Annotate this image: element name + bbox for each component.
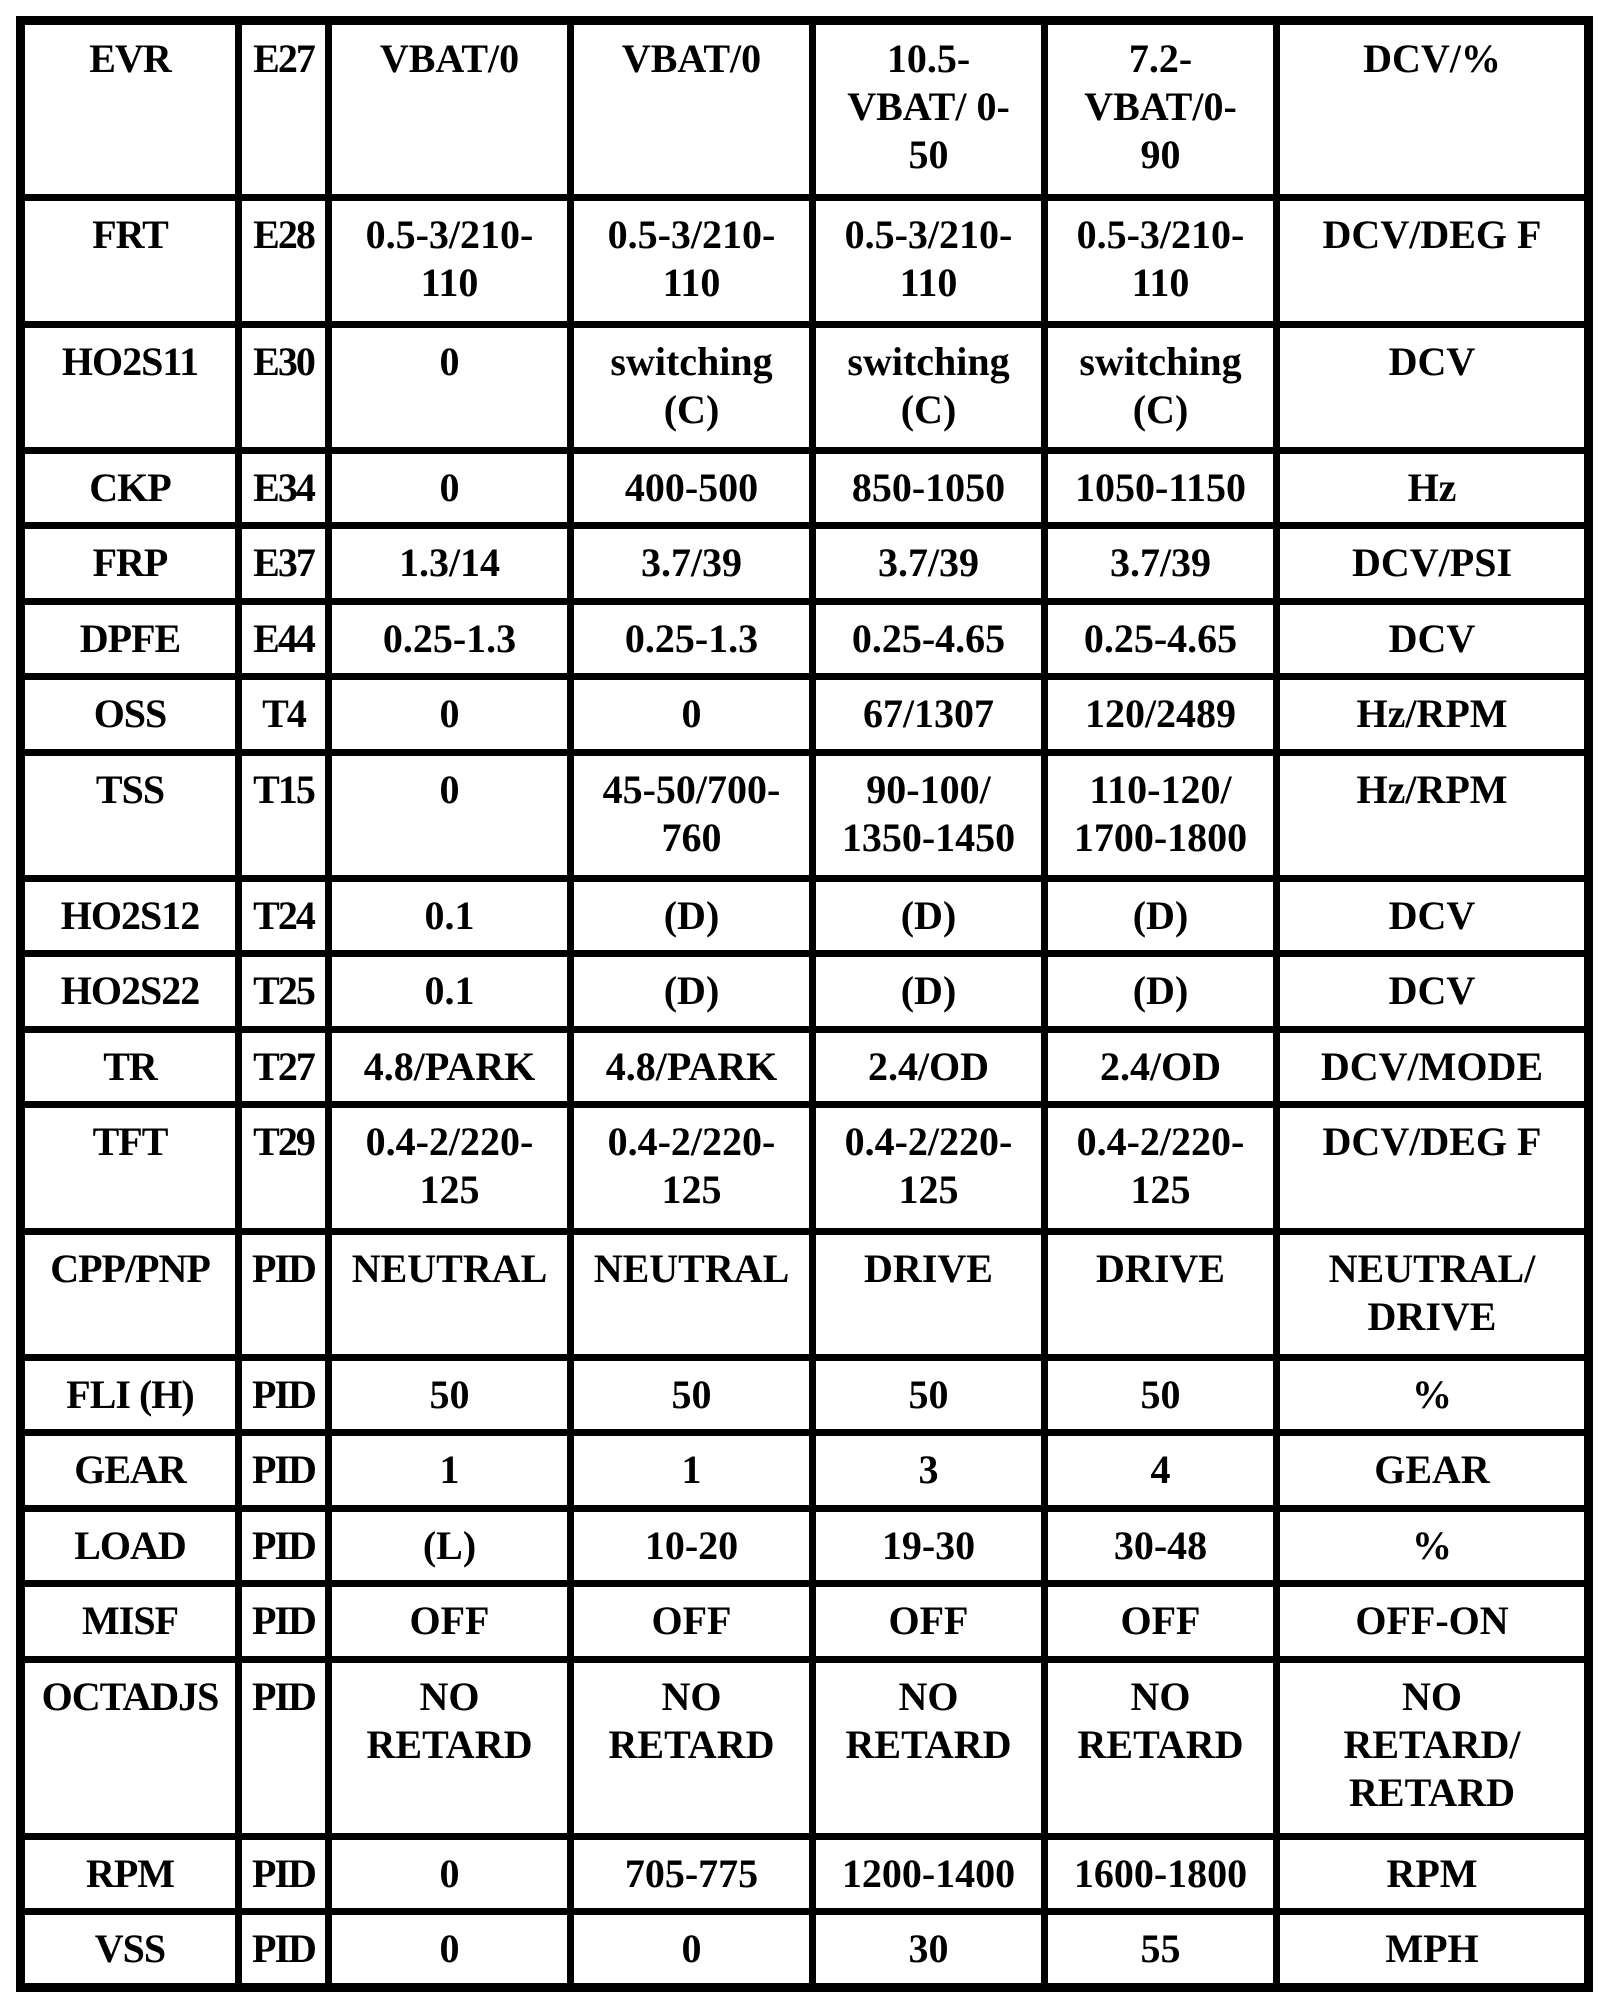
table-cell-col-30-mph: 50: [813, 1358, 1045, 1433]
table-cell-col-30-mph: NO RETARD: [813, 1659, 1045, 1836]
table-cell-idle: 0: [571, 1912, 813, 1988]
table-cell-idle: VBAT/0: [571, 21, 813, 198]
table-cell-idle: switching (C): [571, 324, 813, 450]
table-cell-signal-name: GEAR: [21, 1433, 239, 1508]
table-row: [21, 752, 1589, 878]
table-cell-signal-name: OCTADJS: [21, 1659, 239, 1836]
table-cell-col-55-mph: (D): [1045, 954, 1277, 1029]
table-cell-signal-name: HO2S22: [21, 954, 239, 1029]
table-cell-key-on-engine-off: 0: [329, 1837, 571, 1912]
table-cell-col-55-mph: 3.7/39: [1045, 526, 1277, 601]
table-cell-key-on-engine-off: 4.8/PARK: [329, 1029, 571, 1104]
table-row: [21, 879, 1589, 954]
table-cell-pin: T4: [239, 677, 329, 752]
table-cell-idle: 50: [571, 1358, 813, 1433]
table-cell-col-55-mph: 4: [1045, 1433, 1277, 1508]
table-cell-idle: 0: [571, 677, 813, 752]
table-cell-pin: E30: [239, 324, 329, 450]
table-cell-col-55-mph: 30-48: [1045, 1508, 1277, 1583]
table-cell-col-55-mph: DRIVE: [1045, 1231, 1277, 1357]
table-cell-signal-name: EVR: [21, 21, 239, 198]
table-cell-signal-name: CKP: [21, 451, 239, 526]
table-row: [21, 1231, 1589, 1357]
table-cell-pin: E27: [239, 21, 329, 198]
table-cell-col-30-mph: DRIVE: [813, 1231, 1045, 1357]
table-cell-signal-name: RPM: [21, 1837, 239, 1912]
table-row: [21, 1358, 1589, 1433]
table-cell-col-55-mph: 0.4-2/220- 125: [1045, 1105, 1277, 1231]
table-cell-unit: NO RETARD/ RETARD: [1277, 1659, 1589, 1836]
table-cell-key-on-engine-off: 1: [329, 1433, 571, 1508]
table-cell-idle: 0.25-1.3: [571, 601, 813, 676]
table-cell-col-55-mph: OFF: [1045, 1584, 1277, 1659]
table-cell-col-55-mph: 1050-1150: [1045, 451, 1277, 526]
table-cell-key-on-engine-off: 0: [329, 451, 571, 526]
table-cell-pin: T24: [239, 879, 329, 954]
table-row: [21, 526, 1589, 601]
table-cell-col-55-mph: 55: [1045, 1912, 1277, 1988]
table-row: [21, 601, 1589, 676]
table-cell-signal-name: HO2S12: [21, 879, 239, 954]
table-cell-col-30-mph: 2.4/OD: [813, 1029, 1045, 1104]
table-cell-key-on-engine-off: OFF: [329, 1584, 571, 1659]
table-cell-idle: 705-775: [571, 1837, 813, 1912]
table-cell-col-30-mph: 3: [813, 1433, 1045, 1508]
table-cell-idle: OFF: [571, 1584, 813, 1659]
table-cell-col-30-mph: OFF: [813, 1584, 1045, 1659]
table-cell-col-55-mph: 110-120/ 1700-1800: [1045, 752, 1277, 878]
table-cell-col-55-mph: 7.2- VBAT/0- 90: [1045, 21, 1277, 198]
table-cell-signal-name: FRP: [21, 526, 239, 601]
table-cell-col-30-mph: 10.5- VBAT/ 0- 50: [813, 21, 1045, 198]
table-cell-signal-name: HO2S11: [21, 324, 239, 450]
table-cell-key-on-engine-off: 0.4-2/220- 125: [329, 1105, 571, 1231]
table-row: [21, 1433, 1589, 1508]
table-cell-col-55-mph: NO RETARD: [1045, 1659, 1277, 1836]
table-cell-col-30-mph: 1200-1400: [813, 1837, 1045, 1912]
table-cell-col-30-mph: 19-30: [813, 1508, 1045, 1583]
table-cell-key-on-engine-off: 0.5-3/210- 110: [329, 198, 571, 324]
table-cell-signal-name: OSS: [21, 677, 239, 752]
table-cell-signal-name: MISF: [21, 1584, 239, 1659]
table-row: [21, 677, 1589, 752]
table-cell-pin: E28: [239, 198, 329, 324]
table-cell-unit: RPM: [1277, 1837, 1589, 1912]
table-row: [21, 1584, 1589, 1659]
table-cell-unit: GEAR: [1277, 1433, 1589, 1508]
table-cell-signal-name: CPP/PNP: [21, 1231, 239, 1357]
table-cell-idle: 45-50/700- 760: [571, 752, 813, 878]
table-row: [21, 1837, 1589, 1912]
table-cell-signal-name: TR: [21, 1029, 239, 1104]
table-cell-col-55-mph: 0.25-4.65: [1045, 601, 1277, 676]
table-cell-unit: NEUTRAL/ DRIVE: [1277, 1231, 1589, 1357]
table-cell-col-30-mph: 67/1307: [813, 677, 1045, 752]
table-cell-col-30-mph: (D): [813, 954, 1045, 1029]
table-cell-col-30-mph: switching (C): [813, 324, 1045, 450]
table-cell-signal-name: VSS: [21, 1912, 239, 1988]
table-cell-idle: (D): [571, 954, 813, 1029]
table-cell-idle: NO RETARD: [571, 1659, 813, 1836]
table-cell-pin: PID: [239, 1659, 329, 1836]
table-cell-unit: %: [1277, 1508, 1589, 1583]
table-cell-pin: E37: [239, 526, 329, 601]
table-cell-signal-name: FRT: [21, 198, 239, 324]
table-cell-pin: PID: [239, 1433, 329, 1508]
table-cell-col-30-mph: 0.5-3/210- 110: [813, 198, 1045, 324]
table-cell-signal-name: DPFE: [21, 601, 239, 676]
table-cell-pin: T27: [239, 1029, 329, 1104]
table-cell-unit: MPH: [1277, 1912, 1589, 1988]
table-cell-idle: 400-500: [571, 451, 813, 526]
table-cell-unit: OFF-ON: [1277, 1584, 1589, 1659]
table-cell-key-on-engine-off: NEUTRAL: [329, 1231, 571, 1357]
table-cell-unit: %: [1277, 1358, 1589, 1433]
table-cell-pin: T29: [239, 1105, 329, 1231]
table-row: [21, 1029, 1589, 1104]
table-cell-idle: 0.4-2/220- 125: [571, 1105, 813, 1231]
table-cell-pin: T25: [239, 954, 329, 1029]
table-cell-col-30-mph: 0.4-2/220- 125: [813, 1105, 1045, 1231]
table-cell-unit: DCV/PSI: [1277, 526, 1589, 601]
table-cell-col-30-mph: 90-100/ 1350-1450: [813, 752, 1045, 878]
table-cell-unit: DCV/MODE: [1277, 1029, 1589, 1104]
table-cell-unit: Hz/RPM: [1277, 752, 1589, 878]
table-cell-col-55-mph: (D): [1045, 879, 1277, 954]
table-row: [21, 198, 1589, 324]
table-cell-signal-name: TSS: [21, 752, 239, 878]
table-cell-idle: 3.7/39: [571, 526, 813, 601]
table-cell-unit: Hz: [1277, 451, 1589, 526]
parameter-table: [16, 16, 1593, 1992]
table-body: [21, 21, 1589, 1988]
table-cell-unit: DCV/DEG F: [1277, 1105, 1589, 1231]
table-cell-key-on-engine-off: 1.3/14: [329, 526, 571, 601]
table-row: [21, 1105, 1589, 1231]
table-cell-pin: T15: [239, 752, 329, 878]
table-cell-idle: NEUTRAL: [571, 1231, 813, 1357]
table-cell-col-30-mph: 850-1050: [813, 451, 1045, 526]
table-cell-idle: 4.8/PARK: [571, 1029, 813, 1104]
table-row: [21, 324, 1589, 450]
table-cell-key-on-engine-off: 0.1: [329, 879, 571, 954]
table-cell-col-55-mph: 120/2489: [1045, 677, 1277, 752]
table-cell-col-55-mph: switching (C): [1045, 324, 1277, 450]
table-cell-unit: DCV/DEG F: [1277, 198, 1589, 324]
table-cell-col-30-mph: 0.25-4.65: [813, 601, 1045, 676]
table-cell-idle: 1: [571, 1433, 813, 1508]
table-cell-pin: PID: [239, 1358, 329, 1433]
table-row: [21, 1659, 1589, 1836]
table-cell-idle: 10-20: [571, 1508, 813, 1583]
table-cell-pin: PID: [239, 1231, 329, 1357]
table-cell-key-on-engine-off: 0.1: [329, 954, 571, 1029]
table-cell-unit: DCV/%: [1277, 21, 1589, 198]
table-cell-signal-name: FLI (H): [21, 1358, 239, 1433]
table-cell-key-on-engine-off: VBAT/0: [329, 21, 571, 198]
table-row: [21, 21, 1589, 198]
table-cell-col-55-mph: 50: [1045, 1358, 1277, 1433]
table-cell-pin: PID: [239, 1508, 329, 1583]
table-cell-unit: DCV: [1277, 879, 1589, 954]
table-row: [21, 1912, 1589, 1988]
table-cell-key-on-engine-off: 0: [329, 324, 571, 450]
table-cell-col-30-mph: 3.7/39: [813, 526, 1045, 601]
table-cell-unit: DCV: [1277, 601, 1589, 676]
table-cell-col-55-mph: 2.4/OD: [1045, 1029, 1277, 1104]
table-cell-pin: PID: [239, 1912, 329, 1988]
table-cell-col-30-mph: (D): [813, 879, 1045, 954]
table-row: [21, 1508, 1589, 1583]
table-cell-pin: E34: [239, 451, 329, 526]
table-cell-col-30-mph: 30: [813, 1912, 1045, 1988]
table-cell-idle: 0.5-3/210- 110: [571, 198, 813, 324]
table-cell-key-on-engine-off: 0: [329, 1912, 571, 1988]
table-cell-col-55-mph: 0.5-3/210- 110: [1045, 198, 1277, 324]
table-cell-unit: DCV: [1277, 954, 1589, 1029]
table-cell-key-on-engine-off: (L): [329, 1508, 571, 1583]
table-cell-key-on-engine-off: 0: [329, 752, 571, 878]
table-cell-key-on-engine-off: 0.25-1.3: [329, 601, 571, 676]
table-cell-unit: DCV: [1277, 324, 1589, 450]
table-cell-signal-name: TFT: [21, 1105, 239, 1231]
table-cell-key-on-engine-off: 50: [329, 1358, 571, 1433]
table-row: [21, 451, 1589, 526]
table-cell-pin: PID: [239, 1584, 329, 1659]
table-cell-pin: PID: [239, 1837, 329, 1912]
table-cell-unit: Hz/RPM: [1277, 677, 1589, 752]
table-cell-signal-name: LOAD: [21, 1508, 239, 1583]
table-cell-key-on-engine-off: 0: [329, 677, 571, 752]
table-cell-pin: E44: [239, 601, 329, 676]
table-cell-key-on-engine-off: NO RETARD: [329, 1659, 571, 1836]
table-row: [21, 954, 1589, 1029]
table-cell-idle: (D): [571, 879, 813, 954]
table-cell-col-55-mph: 1600-1800: [1045, 1837, 1277, 1912]
